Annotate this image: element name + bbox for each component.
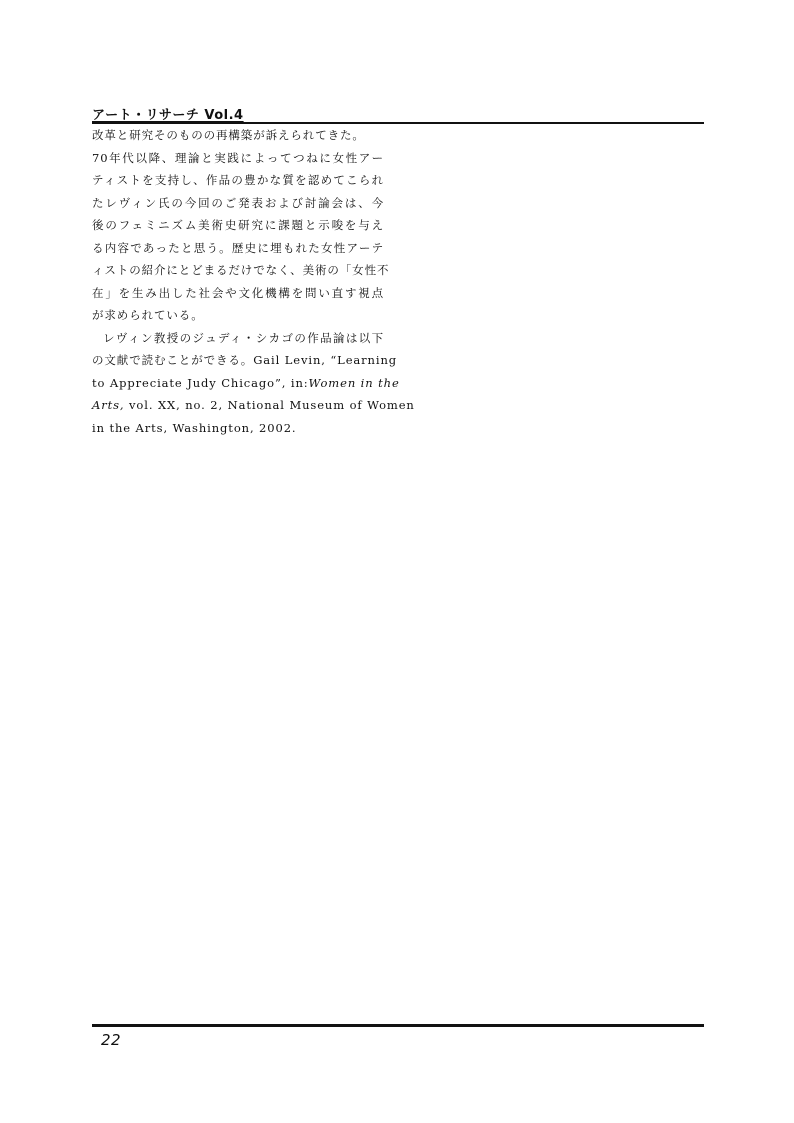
text-segment: vol. XX, no. 2, National Museum of Women (124, 398, 415, 412)
text-line: 改革と研究そのものの再構築が訴えられてきた。 (92, 128, 365, 142)
text-line: ティストを支持し、作品の豊かな質を認めてこられ (92, 173, 384, 187)
italic-publication-title: Women in the (308, 375, 400, 390)
page-number: 22 (101, 1031, 122, 1049)
body-text-column (92, 124, 415, 439)
text-line: レヴィン教授のジュディ・シカゴの作品論は以下 (103, 330, 384, 345)
text-line: の文献で読むことができる。Gail Levin, “Learning (92, 353, 398, 367)
text-line: 70年代以降、理論と実践によってつねに女性アー (92, 150, 384, 165)
footer-rule (92, 1024, 704, 1027)
text-line: in the Arts, Washington, 2002. (92, 420, 297, 435)
text-line: 後のフェミニズム美術史研究に課題と示唆を与え (92, 218, 384, 232)
text-line-with-italic-title (92, 372, 400, 395)
text-segment: to Appreciate Judy Chicago”, in: (92, 375, 309, 390)
running-header (92, 104, 704, 124)
text-line: 在」を生み出した社会や文化機構を問い直す視点 (92, 285, 384, 300)
text-line: ィストの紹介にとどまるだけでなく、美術の「女性不 (92, 263, 390, 277)
italic-publication-title: Arts, (92, 398, 125, 412)
text-line-with-italic-title (92, 394, 415, 417)
journal-title: アート・リサーチ Vol.4 (92, 108, 244, 123)
text-line: たレヴィン氏の今回のご発表および討論会は、今 (92, 195, 384, 210)
text-line: る内容であったと思う。歴史に埋もれた女性アーテ (92, 240, 384, 255)
text-line: が求められている。 (92, 308, 204, 322)
